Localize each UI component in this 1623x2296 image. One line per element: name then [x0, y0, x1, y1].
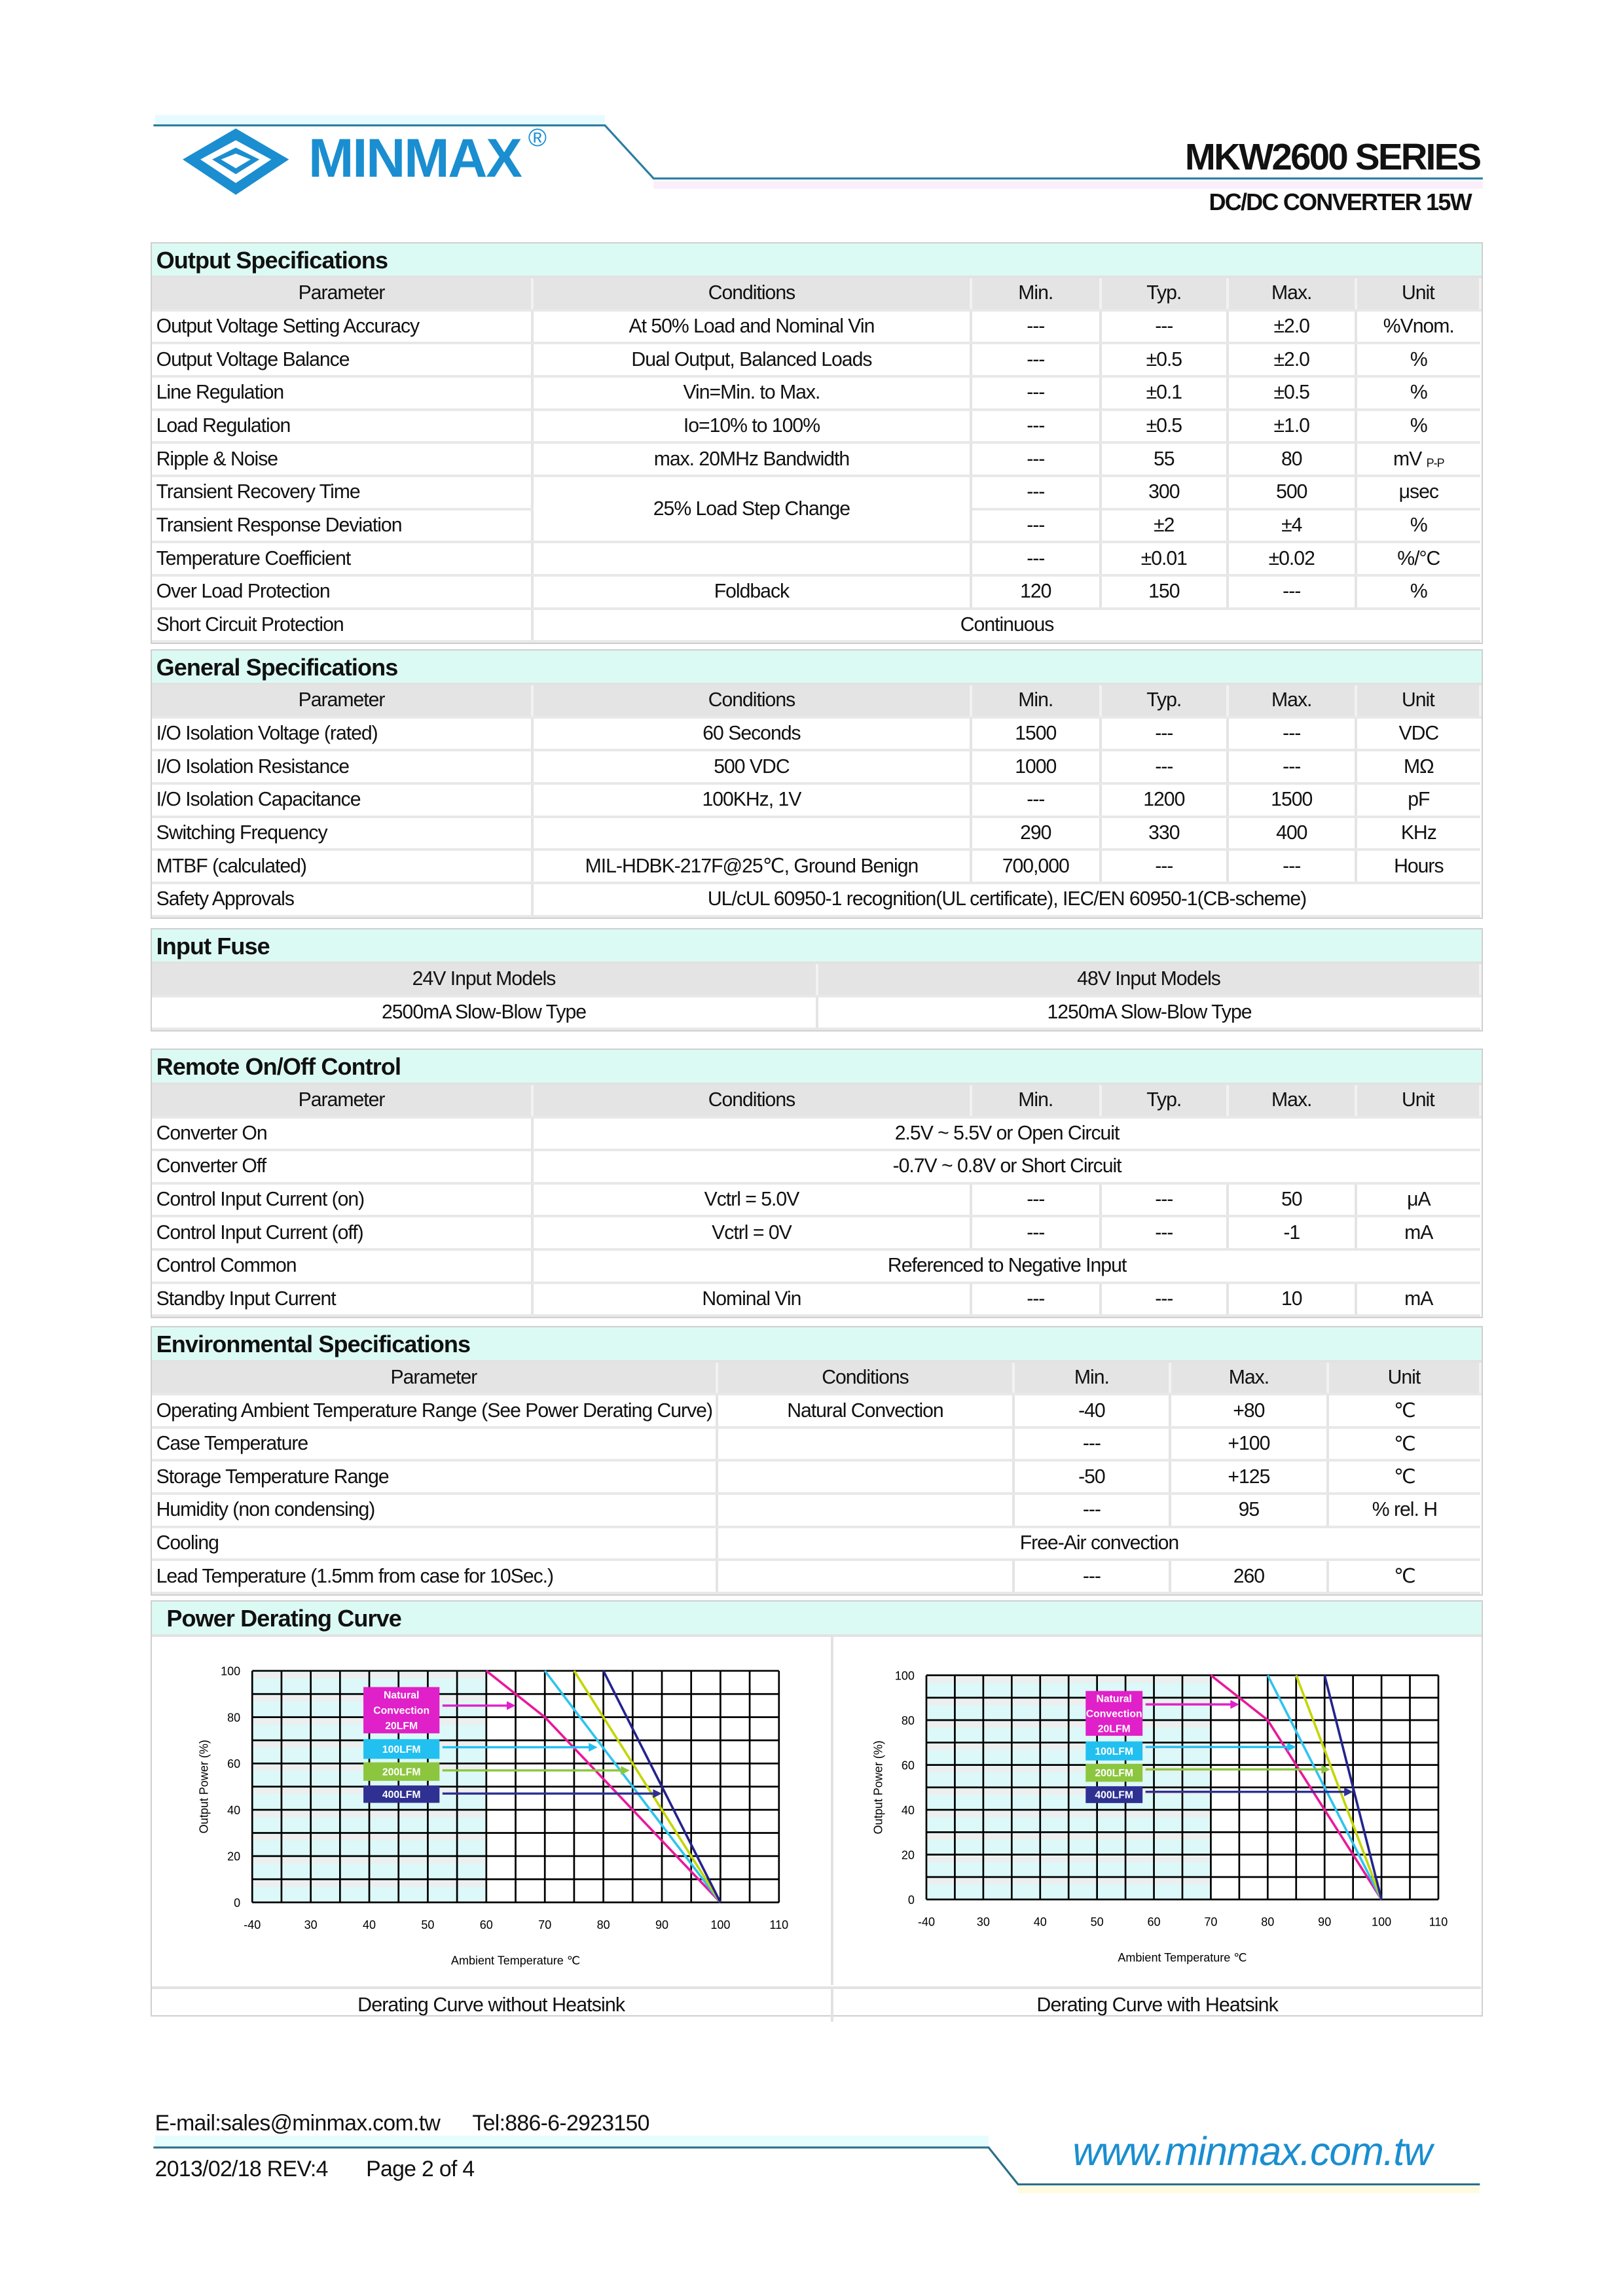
legend-label: 400LFM — [382, 1789, 421, 1801]
table-cell: --- — [1101, 850, 1228, 883]
table-cell: 330 — [1101, 817, 1228, 850]
cell-text: Continuous — [960, 613, 1054, 636]
table-cell: --- — [1228, 575, 1356, 609]
table-cell: --- — [971, 542, 1101, 575]
arrow-head-icon — [1287, 1743, 1296, 1752]
table-cell: Hours — [1356, 850, 1480, 883]
input-fuse — [151, 928, 1483, 1032]
x-tick-label: 30 — [304, 1918, 318, 1932]
section-title: Power Derating Curve — [152, 1602, 1482, 1637]
table-header-row — [152, 685, 1480, 717]
table-cell: +80 — [1170, 1394, 1328, 1427]
legend-label: Natural — [383, 1690, 420, 1702]
footer-email: E-mail:sales@minmax.com.tw — [155, 2110, 441, 2136]
power-derating-curve — [151, 1600, 1483, 2017]
table-cell: --- — [971, 410, 1101, 443]
table-header-row — [152, 278, 1480, 310]
legend-label: 200LFM — [382, 1767, 421, 1778]
x-axis-label: Ambient Temperature ℃ — [1118, 1951, 1247, 1965]
output-spec-table — [152, 278, 1482, 643]
column-header: Parameter — [152, 685, 532, 717]
table-cell — [532, 1117, 1480, 1151]
column-header: Max. — [1228, 278, 1356, 310]
x-tick-label: 70 — [1204, 1915, 1218, 1929]
section-title: Environmental Specifications — [152, 1327, 1482, 1363]
table-cell: pF — [1356, 783, 1480, 817]
table-cell: MTBF (calculated) — [152, 850, 532, 883]
table-cell: ℃ — [1328, 1560, 1480, 1593]
y-tick-label: 60 — [227, 1757, 241, 1771]
x-tick-label: 70 — [538, 1918, 552, 1932]
table-cell: ℃ — [1328, 1427, 1480, 1461]
table-cell: Switching Frequency — [152, 817, 532, 850]
table-cell: --- — [1101, 750, 1228, 783]
table-cell: Control Input Current (on) — [152, 1183, 532, 1217]
table-cell: % — [1356, 575, 1480, 609]
x-tick-label: -40 — [917, 1915, 936, 1929]
x-tick-label: 80 — [596, 1918, 610, 1932]
logo-text: MINMAX — [308, 127, 521, 188]
table-row — [152, 575, 1480, 609]
table-row — [152, 376, 1480, 410]
y-tick-label: 40 — [227, 1804, 241, 1818]
y-tick-label: 0 — [907, 1893, 915, 1907]
table-cell — [532, 609, 1480, 642]
environmental-spec-table — [152, 1363, 1482, 1594]
y-tick-label: 80 — [227, 1711, 241, 1725]
table-cell: --- — [971, 343, 1101, 376]
table-cell: 1200 — [1101, 783, 1228, 817]
table-cell: -40 — [1013, 1394, 1170, 1427]
table-cell: 55 — [1101, 442, 1228, 476]
table-cell: Short Circuit Protection — [152, 609, 532, 642]
table-row — [152, 542, 1480, 575]
table-cell: Cooling — [152, 1527, 717, 1560]
table-cell: % — [1356, 410, 1480, 443]
table-cell: 100KHz, 1V — [532, 783, 970, 817]
table-cell: At 50% Load and Nominal Vin — [532, 310, 970, 344]
table-cell: Natural Convection — [717, 1394, 1013, 1427]
table-row — [152, 609, 1480, 642]
table-cell: --- — [971, 509, 1101, 543]
column-header: Min. — [971, 685, 1101, 717]
x-tick-label: 50 — [421, 1918, 435, 1932]
derating-chart-without-heatsink — [152, 1637, 833, 1985]
environmental-specifications — [151, 1326, 1483, 1596]
table-cell: Humidity (non condensing) — [152, 1494, 717, 1527]
table-cell: %Vnom. — [1356, 310, 1480, 344]
y-tick-label: 40 — [901, 1804, 915, 1818]
table-row — [152, 783, 1480, 817]
table-cell: ±0.5 — [1101, 343, 1228, 376]
arrow-head-icon — [1230, 1700, 1239, 1710]
column-header: Typ. — [1101, 1085, 1228, 1117]
x-tick-label: 90 — [1318, 1915, 1332, 1929]
chart-caption: Derating Curve with Heatsink — [833, 1986, 1481, 2022]
column-header: Max. — [1228, 1085, 1356, 1117]
minmax-logo-icon — [177, 127, 295, 198]
table-cell — [717, 1560, 1013, 1593]
cell-text: mV — [1393, 448, 1422, 470]
table-cell: Standby Input Current — [152, 1283, 532, 1316]
y-axis-label: Output Power (%) — [871, 1740, 885, 1835]
table-cell: 1500 — [1228, 783, 1356, 817]
table-cell: --- — [971, 376, 1101, 410]
x-tick-label: 110 — [1429, 1915, 1448, 1929]
table-cell: 700,000 — [971, 850, 1101, 883]
table-cell: --- — [971, 1216, 1101, 1249]
section-title: Remote On/Off Control — [152, 1050, 1482, 1085]
table-cell: Safety Approvals — [152, 883, 532, 916]
table-cell: 60 Seconds — [532, 717, 970, 751]
table-cell — [717, 1527, 1480, 1560]
table-cell: Transient Response Deviation — [152, 509, 532, 543]
output-specifications — [151, 242, 1483, 645]
cell-subscript: P-P — [1426, 456, 1444, 469]
x-axis-label: Ambient Temperature ℃ — [450, 1954, 580, 1967]
table-cell: 1250mA Slow-Blow Type — [817, 996, 1480, 1030]
footer-tel: Tel:886-6-2923150 — [472, 2110, 649, 2136]
legend-label: 20LFM — [1097, 1723, 1131, 1735]
arrow-head-icon — [507, 1701, 516, 1710]
table-row — [152, 717, 1480, 751]
table-cell — [1356, 442, 1480, 476]
column-header: Conditions — [717, 1363, 1013, 1395]
column-header: Parameter — [152, 278, 532, 310]
legend-label: 200LFM — [1095, 1768, 1134, 1780]
column-header: Conditions — [532, 278, 970, 310]
table-cell: %/°C — [1356, 542, 1480, 575]
legend-label: Convection — [1085, 1708, 1142, 1720]
table-row — [152, 1117, 1480, 1151]
column-header: Max. — [1170, 1363, 1328, 1395]
table-cell: 500 — [1228, 476, 1356, 509]
website-link[interactable]: www.minmax.com.tw — [1072, 2128, 1432, 2174]
table-cell: 150 — [1101, 575, 1228, 609]
derating-chart-with-heatsink — [833, 1637, 1481, 1985]
table-cell: -1 — [1228, 1216, 1356, 1249]
table-row — [152, 996, 1480, 1030]
table-cell: KHz — [1356, 817, 1480, 850]
column-header: Unit — [1356, 685, 1480, 717]
general-specifications — [151, 649, 1483, 919]
legend-label: 100LFM — [1095, 1746, 1134, 1758]
table-row — [152, 1494, 1480, 1527]
table-cell: --- — [1228, 717, 1356, 751]
table-cell: % rel. H — [1328, 1494, 1480, 1527]
arrow-head-icon — [589, 1743, 598, 1752]
column-header: Min. — [971, 278, 1101, 310]
table-cell: ±0.5 — [1228, 376, 1356, 410]
table-cell: % — [1356, 343, 1480, 376]
legend-label: 100LFM — [382, 1744, 421, 1756]
remote-control-table — [152, 1085, 1482, 1317]
table-cell: Storage Temperature Range — [152, 1460, 717, 1494]
y-tick-label: 100 — [894, 1669, 915, 1683]
arrow-head-icon — [621, 1766, 630, 1775]
table-cell — [532, 1249, 1480, 1283]
table-cell: Dual Output, Balanced Loads — [532, 343, 970, 376]
section-title: Output Specifications — [152, 243, 1482, 279]
table-row — [152, 1560, 1480, 1593]
table-cell — [717, 1460, 1013, 1494]
table-cell — [532, 542, 970, 575]
legend-label: Convection — [373, 1705, 429, 1717]
table-row — [152, 1427, 1480, 1461]
table-cell: Lead Temperature (1.5mm from case for 10Sec.) — [152, 1560, 717, 1593]
table-cell: Nominal Vin — [532, 1283, 970, 1316]
column-header: Min. — [1013, 1363, 1170, 1395]
column-header: Typ. — [1101, 685, 1228, 717]
y-tick-label: 80 — [901, 1714, 915, 1728]
table-row — [152, 1216, 1480, 1249]
cell-text: UL/cUL 60950-1 recognition(UL certificate), IEC/EN 60950-1(CB-scheme) — [707, 888, 1307, 910]
table-cell: μsec — [1356, 476, 1480, 509]
table-cell: --- — [971, 1183, 1101, 1217]
table-cell: 400 — [1228, 817, 1356, 850]
table-cell: 1500 — [971, 717, 1101, 751]
table-cell: VDC — [1356, 717, 1480, 751]
column-header: Conditions — [532, 1085, 970, 1117]
table-cell: mA — [1356, 1283, 1480, 1316]
table-cell: mA — [1356, 1216, 1480, 1249]
cell-text: -0.7V ~ 0.8V or Short Circuit — [892, 1155, 1122, 1177]
table-cell: I/O Isolation Capacitance — [152, 783, 532, 817]
table-cell: 260 — [1170, 1560, 1328, 1593]
column-header: Min. — [971, 1085, 1101, 1117]
table-cell: MIL-HDBK-217F@25℃, Ground Benign — [532, 850, 970, 883]
table-cell: +125 — [1170, 1460, 1328, 1494]
table-cell — [717, 1494, 1013, 1527]
table-cell: ±2 — [1101, 509, 1228, 543]
x-tick-label: 40 — [1033, 1915, 1047, 1929]
cell-text: 25% Load Step Change — [653, 497, 850, 520]
column-header: Typ. — [1101, 278, 1228, 310]
y-axis-label: Output Power (%) — [197, 1740, 211, 1834]
table-cell: Over Load Protection — [152, 575, 532, 609]
arrow-head-icon — [1321, 1765, 1330, 1774]
table-cell: --- — [1013, 1427, 1170, 1461]
table-cell: ±0.02 — [1228, 542, 1356, 575]
table-header-row — [152, 1363, 1480, 1395]
table-cell: Output Voltage Balance — [152, 343, 532, 376]
table-cell: --- — [1013, 1494, 1170, 1527]
table-cell: 500 VDC — [532, 750, 970, 783]
table-cell: Temperature Coefficient — [152, 542, 532, 575]
table-row — [152, 850, 1480, 883]
table-row — [152, 1283, 1480, 1316]
cell-text: 2.5V ~ 5.5V or Open Circuit — [894, 1122, 1120, 1144]
column-header: Unit — [1356, 1085, 1480, 1117]
column-header: Unit — [1328, 1363, 1480, 1395]
table-cell: Converter Off — [152, 1150, 532, 1183]
table-row — [152, 343, 1480, 376]
table-cell: μA — [1356, 1183, 1480, 1217]
series-title: MKW2600 SERIES — [1184, 136, 1480, 178]
table-cell: Operating Ambient Temperature Range (See Power Derating Curve) — [152, 1394, 717, 1427]
table-row — [152, 442, 1480, 476]
table-cell: --- — [1228, 850, 1356, 883]
cell-text: Referenced to Negative Input — [887, 1255, 1127, 1277]
table-cell: --- — [1228, 750, 1356, 783]
x-tick-label: 110 — [769, 1918, 789, 1932]
table-cell: --- — [1013, 1560, 1170, 1593]
product-subtitle: DC/DC CONVERTER 15W — [1209, 188, 1471, 216]
remote-on-off-control — [151, 1049, 1483, 1318]
x-tick-label: 100 — [1372, 1915, 1392, 1929]
column-header: 48V Input Models — [817, 964, 1480, 996]
table-cell: 50 — [1228, 1183, 1356, 1217]
table-cell: 2500mA Slow-Blow Type — [152, 996, 817, 1030]
table-cell: ℃ — [1328, 1460, 1480, 1494]
table-cell: % — [1356, 376, 1480, 410]
table-cell: ±1.0 — [1228, 410, 1356, 443]
table-cell: Vctrl = 5.0V — [532, 1183, 970, 1217]
table-cell: 10 — [1228, 1283, 1356, 1316]
table-row — [152, 1527, 1480, 1560]
table-header-row — [152, 1085, 1480, 1117]
table-cell: ±0.5 — [1101, 410, 1228, 443]
chart-svg — [152, 1637, 831, 1985]
table-cell: 80 — [1228, 442, 1356, 476]
table-cell: max. 20MHz Bandwidth — [532, 442, 970, 476]
arrow-head-icon — [1344, 1787, 1353, 1797]
legend-label: 400LFM — [1095, 1789, 1134, 1801]
y-tick-label: 20 — [901, 1848, 915, 1862]
table-cell: I/O Isolation Voltage (rated) — [152, 717, 532, 751]
table-row — [152, 1183, 1480, 1217]
chart-svg — [833, 1637, 1481, 1985]
table-cell — [717, 1427, 1013, 1461]
table-cell: --- — [971, 476, 1101, 509]
x-tick-label: 100 — [710, 1918, 731, 1932]
x-tick-label: 50 — [1090, 1915, 1104, 1929]
table-row — [152, 1460, 1480, 1494]
table-cell: ±4 — [1228, 509, 1356, 543]
x-tick-label: -40 — [244, 1918, 261, 1932]
footer-date-rev: 2013/02/18 REV:4 — [155, 2156, 328, 2181]
y-tick-label: 100 — [221, 1664, 241, 1678]
table-cell: --- — [1101, 1216, 1228, 1249]
table-cell: -50 — [1013, 1460, 1170, 1494]
table-row — [152, 817, 1480, 850]
table-cell: Vin=Min. to Max. — [532, 376, 970, 410]
table-cell: I/O Isolation Resistance — [152, 750, 532, 783]
table-header-row — [152, 964, 1480, 996]
table-cell — [532, 476, 970, 542]
table-cell: 1000 — [971, 750, 1101, 783]
footer-revision — [155, 2157, 475, 2182]
table-row — [152, 750, 1480, 783]
table-cell: Converter On — [152, 1117, 532, 1151]
table-cell — [532, 817, 970, 850]
table-cell: MΩ — [1356, 750, 1480, 783]
section-title: Input Fuse — [152, 929, 1482, 965]
x-tick-label: 60 — [1147, 1915, 1161, 1929]
table-cell: % — [1356, 509, 1480, 543]
table-cell: Load Regulation — [152, 410, 532, 443]
table-cell: --- — [971, 310, 1101, 344]
footer-page-number: Page 2 of 4 — [366, 2156, 475, 2181]
legend-label: 20LFM — [385, 1721, 418, 1732]
y-tick-label: 0 — [234, 1896, 241, 1910]
cell-text: Free-Air convection — [1019, 1532, 1179, 1554]
x-tick-label: 80 — [1261, 1915, 1275, 1929]
column-header: 24V Input Models — [152, 964, 817, 996]
column-header: Max. — [1228, 685, 1356, 717]
table-cell: ±0.1 — [1101, 376, 1228, 410]
table-cell: --- — [1101, 1283, 1228, 1316]
table-cell: Control Input Current (off) — [152, 1216, 532, 1249]
table-cell: +100 — [1170, 1427, 1328, 1461]
table-cell: 300 — [1101, 476, 1228, 509]
table-cell: --- — [1101, 717, 1228, 751]
general-spec-table — [152, 685, 1482, 917]
table-cell: Io=10% to 100% — [532, 410, 970, 443]
column-header: Parameter — [152, 1363, 717, 1395]
column-header: Parameter — [152, 1085, 532, 1117]
table-cell: --- — [971, 442, 1101, 476]
table-cell: 120 — [971, 575, 1101, 609]
table-cell: Vctrl = 0V — [532, 1216, 970, 1249]
column-header: Unit — [1356, 278, 1480, 310]
x-tick-label: 30 — [976, 1915, 990, 1929]
x-tick-label: 60 — [479, 1918, 493, 1932]
table-row — [152, 1249, 1480, 1283]
table-cell — [532, 1150, 1480, 1183]
table-cell: ±2.0 — [1228, 310, 1356, 344]
column-header: Conditions — [532, 685, 970, 717]
table-cell: Output Voltage Setting Accuracy — [152, 310, 532, 344]
x-tick-label: 40 — [362, 1918, 376, 1932]
x-tick-label: 90 — [655, 1918, 668, 1932]
table-row — [152, 1150, 1480, 1183]
table-cell: --- — [1101, 310, 1228, 344]
table-cell: Case Temperature — [152, 1427, 717, 1461]
table-cell — [532, 883, 1480, 916]
table-cell: --- — [971, 1283, 1101, 1316]
y-tick-label: 60 — [901, 1759, 915, 1772]
legend-label: Natural — [1096, 1693, 1132, 1705]
table-cell: Transient Recovery Time — [152, 476, 532, 509]
table-cell: ±2.0 — [1228, 343, 1356, 376]
table-cell: --- — [971, 783, 1101, 817]
arrow-head-icon — [653, 1789, 662, 1799]
table-row — [152, 1394, 1480, 1427]
table-cell: 95 — [1170, 1494, 1328, 1527]
table-row — [152, 310, 1480, 344]
table-cell: ±0.01 — [1101, 542, 1228, 575]
registered-mark: ® — [528, 124, 547, 152]
table-row — [152, 410, 1480, 443]
table-cell: ℃ — [1328, 1394, 1480, 1427]
y-tick-label: 20 — [227, 1850, 241, 1863]
chart-caption: Derating Curve without Heatsink — [152, 1986, 833, 2022]
table-row — [152, 476, 1480, 509]
table-cell: Ripple & Noise — [152, 442, 532, 476]
section-title: General Specifications — [152, 651, 1482, 686]
table-cell: Control Common — [152, 1249, 532, 1283]
table-row — [152, 883, 1480, 916]
input-fuse-table — [152, 964, 1482, 1030]
table-cell: --- — [1101, 1183, 1228, 1217]
table-cell: Foldback — [532, 575, 970, 609]
table-cell: Line Regulation — [152, 376, 532, 410]
table-cell: 290 — [971, 817, 1101, 850]
